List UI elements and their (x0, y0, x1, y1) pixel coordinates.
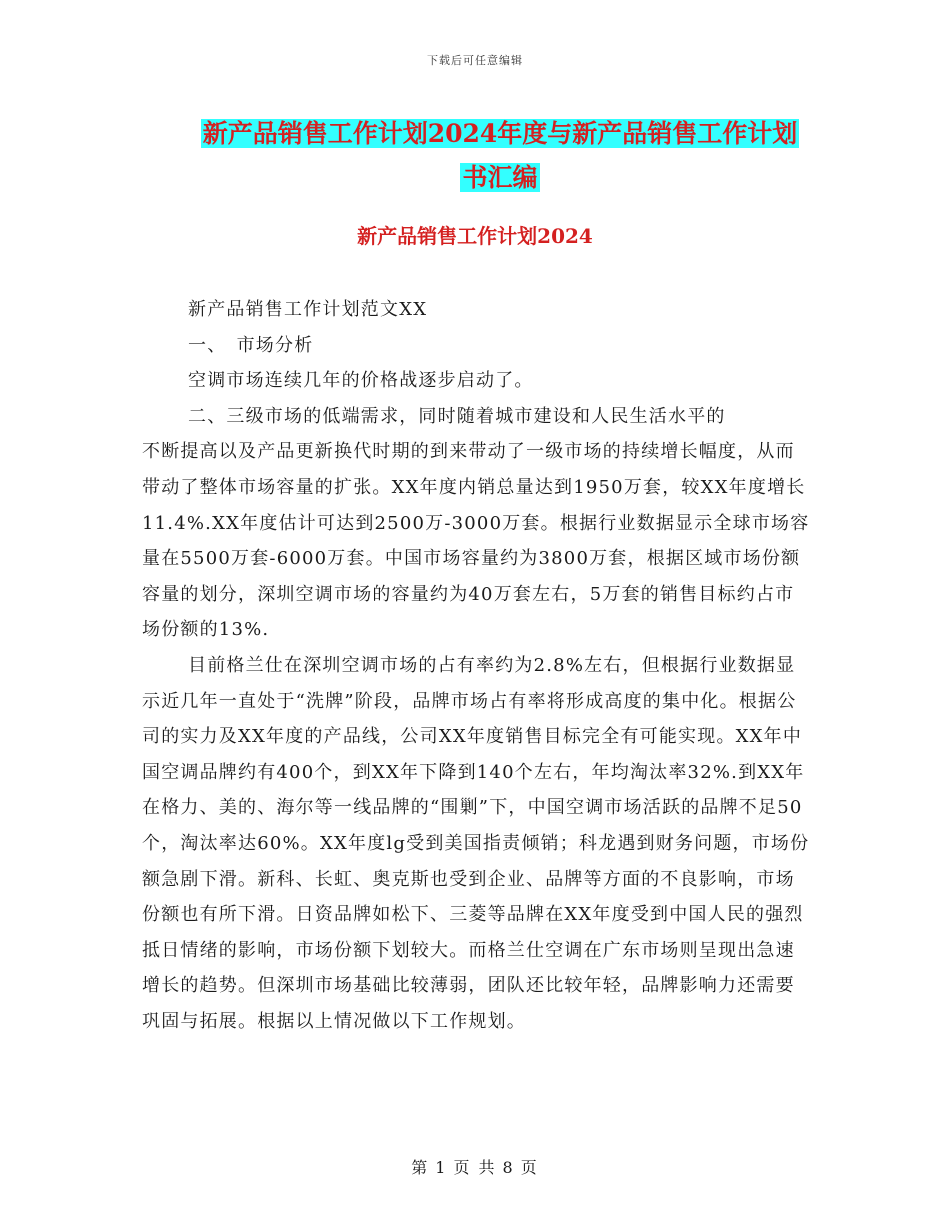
footer-middle: 页 共 (453, 1158, 497, 1177)
section-title: 新产品销售工作计划2024 (357, 224, 593, 248)
paragraph-4: 二、三级市场的低端需求，同时随着城市建设和人民生活水平的 (188, 405, 726, 427)
paragraph-2: 一、 市场分析 (188, 334, 314, 356)
paragraph-5: 不断提高以及产品更新换代时期的到来带动了一级市场的持续增长幅度，从而带动了整体市场容量的扩张。XX年度内销总量达到1950万套，较XX年度增长11.4%.XX年度估计可达到2500万-3000万套。根据行业数据显示全球市场容量在5500万套-6000万套。中国市场容量约为3800万套，根据区域市场份额容量的划分，深圳空调市场的容量约为40万套左右，5万套的销售目标约占市场份额的13%. (142, 441, 810, 641)
document-title (140, 112, 860, 200)
document-body (142, 292, 812, 1039)
footer-prefix: 第 (411, 1158, 430, 1177)
paragraph-6: 目前格兰仕在深圳空调市场的占有率约为2.8%左右，但根据行业数据显示近几年一直处于“洗牌”阶段，品牌市场占有率将形成高度的集中化。根据公司的实力及XX年度的产品线，公司XX年度销售目标完全有可能实现。XX年中国空调品牌约有400个，到XX年下降到140个左右，年均淘汰率32%.到XX年在格力、美的、海尔等一线品牌的“围剿”下，中国空调市场活跃的品牌不足50个，淘汰率达60%。XX年度lg受到美国指责倾销；科龙遇到财务问题，市场份额急剧下滑。新科、长虹、奥克斯也受到企业、品牌等方面的不良影响，市场份额也有所下滑。日资品牌如松下、三菱等品牌在XX年度受到中国人民的强烈抵日情绪的影响，市场份额下划较大。而格兰仕空调在广东市场则呈现出急速增长的趋势。但深圳市场基础比较薄弱，团队还比较年轻，品牌影响力还需要巩固与拓展。根据以上情况做以下工作规划。 (142, 654, 810, 1032)
header-note: 下载后可任意编辑 (427, 54, 523, 67)
paragraph-1: 新产品销售工作计划范文XX (188, 299, 428, 320)
total-pages: 8 (502, 1158, 515, 1177)
title-line-2: 书汇编 (462, 163, 538, 192)
paragraph-3: 空调市场连续几年的价格战逐步启动了。 (188, 370, 534, 392)
page-footer (0, 1155, 950, 1178)
title-line-1: 新产品销售工作计划2024年度与新产品销售工作计划 (202, 119, 798, 148)
current-page: 1 (435, 1158, 448, 1177)
footer-suffix: 页 (520, 1158, 539, 1177)
